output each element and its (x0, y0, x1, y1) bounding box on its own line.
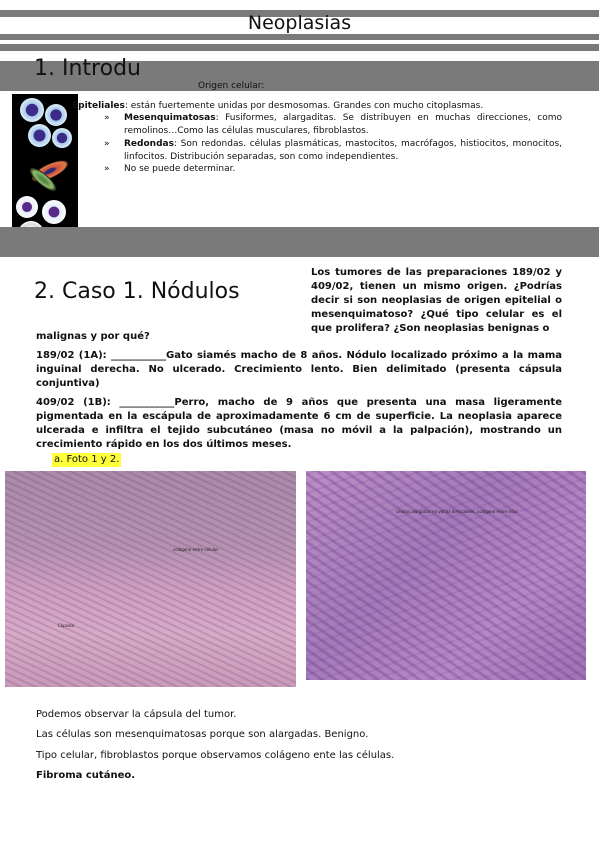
histology-photo-1 (5, 471, 296, 687)
epithelial-cell-icon (52, 128, 72, 148)
bullet-term: Redondas (124, 139, 174, 149)
bullet-marker: » (104, 164, 110, 174)
round-cell-icon (16, 196, 38, 218)
title-band-bottom (0, 34, 599, 40)
case-409-description: 409/02 (1B): ___________Perro, macho de 9 años que presenta una masa ligeramente pigmentada en la escápula de aproximadamente 6 cm de superficie. La neoplasia aparece ulcerada e infiltra el tejido subcutáneo (masa no móvil a la palpación), mostrando un crecimiento rápido en los dos últimos meses. (36, 397, 562, 450)
bullet-mesenquimatosas (104, 112, 562, 137)
bullet-text: : Son redondas. células plasmáticas, mastocitos, macrófagos, histiocitos, monocitos, linfocitos. Distribución separadas, son como independientes. (124, 139, 562, 162)
bullet-undetermined (104, 163, 562, 176)
case-189-description: 189/02 (1A): ___________Gato siamés macho de 8 años. Nódulo localizado próximo a la mama inguinal derecha. No ulcerado. Crecimiento lento. Bien delimitado (presenta cápsula conjuntiva) (36, 350, 562, 389)
section1-heading: 1. Introdu (34, 56, 141, 81)
page-title: Neoplasias (247, 12, 352, 34)
case-question: Los tumores de las preparaciones 189/02 y 409/02, tienen un mismo origen. ¿Podrías decir si son neoplasias de origen epitelial o mesenquimatoso? ¿Qué tipo celular es el que prolifera? ¿Son neoplasias benignas o (311, 267, 562, 334)
bullet-marker: » (104, 113, 110, 123)
histology-photo-2 (306, 471, 586, 680)
diagnosis: Fibroma cutáneo. (36, 770, 136, 781)
photo1-annotation-capsule: Cápsula (58, 623, 74, 628)
bullet-term: Mesenquimatosas (124, 113, 216, 123)
bullet-text: : Fusiformes, alargaditas. Se distribuyen en muchas direcciones, como remolinos…Como las células musculares, fibroblastos. (124, 113, 562, 136)
answer-3: Tipo celular, fibroblastos porque observamos colágeno ente las células. (36, 750, 395, 761)
photo1-annotation-collagen: colágeno entre células (173, 547, 219, 552)
answer-2: Las células son mesenquimatosas porque son alargadas. Benigno. (36, 729, 369, 740)
epiteliales-line (72, 100, 542, 113)
epithelial-cell-icon (45, 104, 67, 126)
section2-heading: 2. Caso 1. Nódulos (34, 279, 240, 304)
epiteliales-text: : están fuertemente unidas por desmosomas. Grandes con mucho citoplasmas. (124, 101, 484, 111)
case-question-end: malignas y por qué? (36, 331, 150, 342)
bullet-redondas (104, 138, 562, 163)
round-cell-icon (42, 200, 66, 224)
section1-bottom-band (0, 227, 599, 257)
photo2-annotation: células alargadas en varias direcciones, colágeno entre ellas (396, 509, 518, 514)
section1-subtitle: Origen celular: (198, 81, 265, 91)
title-band-bottom-2 (0, 44, 599, 51)
epiteliales-term: Epiteliales (72, 101, 125, 111)
epithelial-cell-icon (28, 124, 51, 147)
bullet-marker: » (104, 139, 110, 149)
bullet-text: No se puede determinar. (124, 164, 236, 174)
epithelial-cell-icon (20, 98, 44, 122)
answer-1: Podemos observar la cápsula del tumor. (36, 709, 237, 720)
photo-caption: a. Foto 1 y 2. (54, 454, 120, 465)
